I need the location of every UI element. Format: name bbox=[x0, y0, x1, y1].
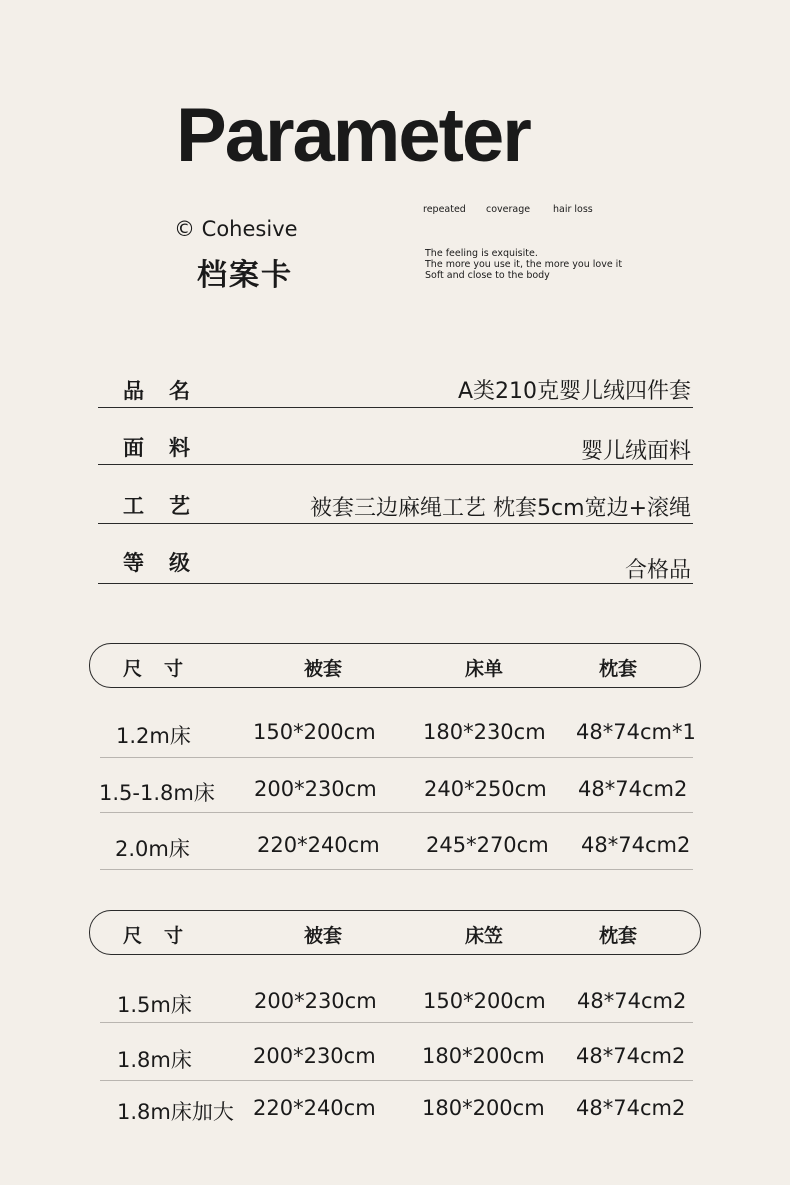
page-title: Parameter bbox=[176, 93, 530, 178]
column-header: 被套 bbox=[304, 658, 343, 680]
table-row bbox=[100, 970, 693, 1023]
table-cell: 1.5m床 bbox=[117, 993, 192, 1017]
size-table-header bbox=[89, 643, 701, 688]
table-row bbox=[100, 757, 693, 813]
tagline-line: The feeling is exquisite. bbox=[425, 248, 538, 259]
table-cell: 245*270cm bbox=[426, 833, 549, 857]
table-cell: 1.8m床加大 bbox=[117, 1100, 234, 1124]
tagline-line: Soft and close to the body bbox=[425, 270, 550, 281]
spec-value: 合格品 bbox=[624, 558, 691, 583]
tag-item: hair loss bbox=[553, 204, 593, 215]
table-cell: 1.8m床 bbox=[117, 1048, 192, 1072]
table-cell: 48*74cm2 bbox=[577, 989, 687, 1013]
table-row bbox=[100, 1022, 693, 1081]
spec-value: 婴儿绒面料 bbox=[580, 439, 691, 464]
table-cell: 180*230cm bbox=[423, 720, 546, 744]
brand-subtitle: 档案卡 bbox=[197, 258, 293, 293]
column-header: 枕套 bbox=[599, 658, 638, 680]
table-cell: 150*200cm bbox=[423, 989, 546, 1013]
column-header: 床单 bbox=[465, 658, 504, 680]
table-cell: 200*230cm bbox=[254, 989, 377, 1013]
spec-label: 面料 bbox=[123, 436, 215, 460]
table-cell: 220*240cm bbox=[257, 833, 380, 857]
spec-row-fabric bbox=[98, 425, 693, 465]
table-cell: 48*74cm2 bbox=[578, 777, 688, 801]
column-header: 尺寸 bbox=[123, 658, 206, 680]
spec-value: 被套三边麻绳工艺 枕套5cm宽边+滚绳 bbox=[310, 496, 691, 521]
table-cell: 150*200cm bbox=[253, 720, 376, 744]
tag-item: repeated bbox=[423, 204, 466, 215]
table-cell: 240*250cm bbox=[424, 777, 547, 801]
table-cell: 200*230cm bbox=[253, 1044, 376, 1068]
table-cell: 220*240cm bbox=[253, 1096, 376, 1120]
table-cell: 48*74cm2 bbox=[576, 1044, 686, 1068]
table-cell: 48*74cm2 bbox=[576, 1096, 686, 1120]
table-cell: 2.0m床 bbox=[115, 837, 190, 861]
table-row bbox=[100, 812, 693, 870]
size-table-header bbox=[89, 910, 701, 955]
column-header: 床笠 bbox=[465, 925, 504, 947]
spec-row-craft bbox=[98, 482, 693, 524]
table-row bbox=[100, 704, 696, 758]
brand-name: © Cohesive bbox=[174, 217, 298, 241]
column-header: 被套 bbox=[304, 925, 343, 947]
column-header: 尺寸 bbox=[123, 925, 206, 947]
spec-label: 等级 bbox=[123, 551, 215, 575]
table-cell: 48*74cm*1 bbox=[576, 720, 696, 744]
table-cell: 1.2m床 bbox=[116, 724, 191, 748]
spec-label: 品名 bbox=[123, 379, 215, 403]
tag-item: coverage bbox=[486, 204, 531, 215]
table-cell: 48*74cm2 bbox=[581, 833, 691, 857]
tagline-line: The more you use it, the more you love it bbox=[425, 259, 623, 270]
spec-row-grade bbox=[98, 540, 693, 584]
spec-value: A类210克婴儿绒四件套 bbox=[457, 379, 691, 404]
table-cell: 180*200cm bbox=[422, 1044, 545, 1068]
tagline-block bbox=[425, 248, 622, 281]
table-row bbox=[100, 1080, 693, 1136]
spec-label: 工艺 bbox=[123, 494, 215, 518]
table-cell: 1.5-1.8m床 bbox=[99, 781, 215, 805]
table-cell: 200*230cm bbox=[254, 777, 377, 801]
column-header: 枕套 bbox=[599, 925, 638, 947]
spec-row-name bbox=[98, 367, 693, 408]
table-cell: 180*200cm bbox=[422, 1096, 545, 1120]
